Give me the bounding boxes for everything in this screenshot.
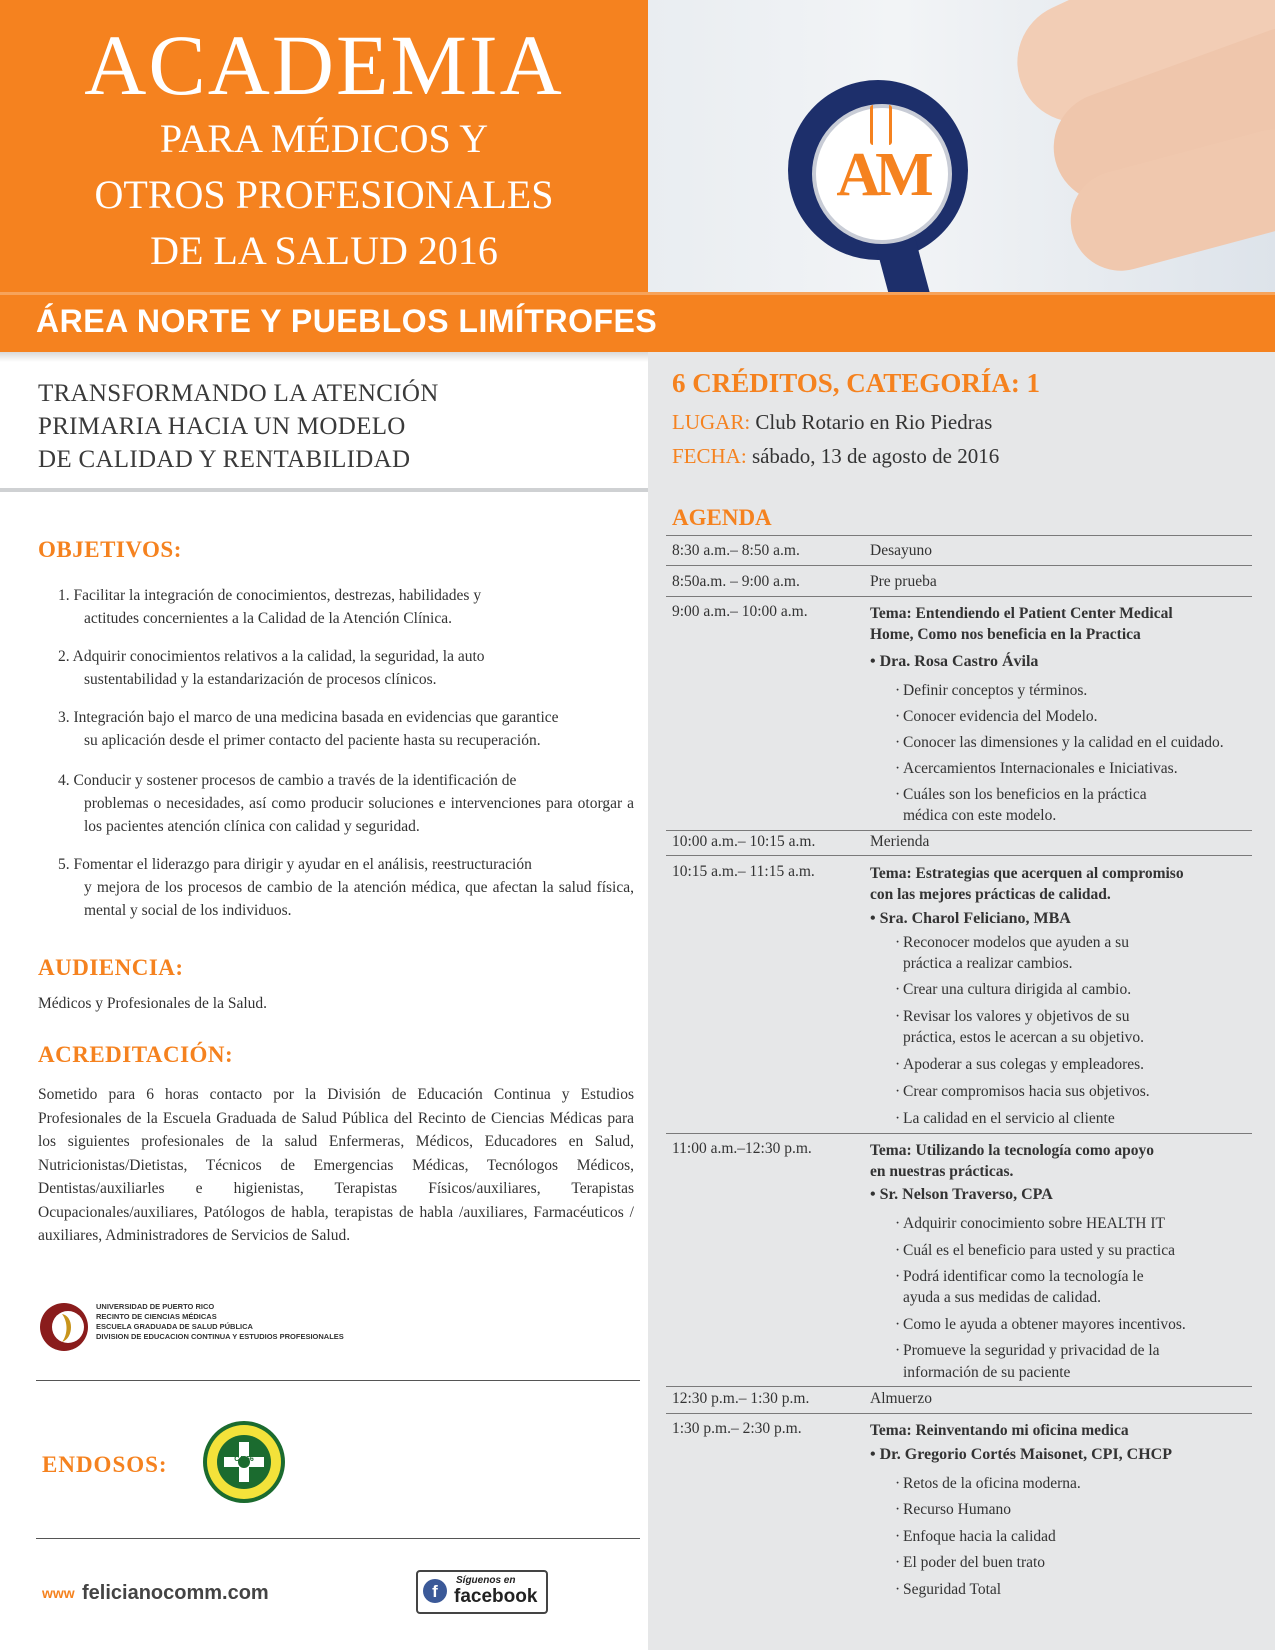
objetivo-item: [58, 584, 634, 630]
area-title: ÁREA NORTE Y PUEBLOS LIMÍTROFES: [36, 303, 658, 339]
upr-line-3: ESCUELA GRADUADA DE SALUD PÚBLICA: [96, 1322, 253, 1331]
agenda-point: · Conocer evidencia del Modelo.: [895, 708, 1098, 725]
band-highlight: [0, 292, 1275, 295]
upr-line-4: DIVISION DE EDUCACION CONTINUA Y ESTUDIOS PROFESIONALES: [96, 1332, 344, 1341]
subtitle-line-2: OTROS PROFESIONALES: [94, 172, 554, 217]
agenda-point: · La calidad en el servicio al cliente: [895, 1110, 1115, 1127]
upr-text: [96, 1302, 344, 1342]
page-title: ACADEMIA: [84, 17, 564, 113]
objetivo-item: [58, 706, 634, 752]
objetivo-4-first: 4. Conducir y sostener procesos de cambio a través de la identificación de: [58, 772, 517, 789]
facebook-button[interactable]: [416, 1570, 548, 1614]
agenda-topic: [870, 863, 1184, 905]
website-link[interactable]: felicianocomm.com: [82, 1582, 269, 1604]
tagline-line-3: DE CALIDAD Y RENTABILIDAD: [38, 446, 411, 473]
objetivo-item: [58, 645, 634, 691]
divider: [36, 1380, 640, 1381]
agenda-time: 8:30 a.m.– 8:50 a.m.: [672, 542, 800, 559]
agenda-point: · Conocer las dimensiones y la calidad en el cuidado.: [895, 734, 1224, 751]
agenda-activity: Merienda: [870, 833, 930, 850]
agenda-point: · El poder del buen trato: [895, 1554, 1046, 1571]
lugar-label: LUGAR:: [672, 410, 751, 434]
objetivo-1-rest: actitudes concernientes a la Calidad de la Atención Clínica.: [84, 610, 452, 627]
agenda-point: práctica, estos le acercan a su objetivo.: [903, 1029, 1144, 1046]
topic-line: Home, Como nos beneficia en la Practica: [870, 626, 1141, 643]
agenda-point: · Revisar los valores y objetivos de su: [895, 1008, 1130, 1025]
agenda-point: · Cuáles son los beneficios en la práctica: [895, 786, 1147, 803]
agenda-time: 10:00 a.m.– 10:15 a.m.: [672, 833, 816, 850]
agenda-time: 1:30 p.m.– 2:30 p.m.: [672, 1420, 802, 1437]
agenda-point: · Podrá identificar como la tecnología le: [895, 1268, 1144, 1285]
agenda-speaker: • Sr. Nelson Traverso, CPA: [870, 1186, 1053, 1203]
upr-line-1: UNIVERSIDAD DE PUERTO RICO: [96, 1302, 215, 1311]
agenda-activity: Almuerzo: [870, 1390, 932, 1407]
agenda-point: · Acercamientos Internacionales e Iniciativas.: [895, 760, 1178, 777]
tagline-line-1: TRANSFORMANDO LA ATENCIÓN: [38, 380, 439, 407]
agenda-topic: [870, 1140, 1154, 1182]
topic-line: Tema: Reinventando mi oficina medica: [870, 1422, 1129, 1439]
objetivo-1-first: 1. Facilitar la integración de conocimientos, destrezas, habilidades y: [58, 587, 482, 604]
www-icon: www: [42, 1585, 75, 1601]
agenda-point: información de su paciente: [903, 1364, 1071, 1381]
objetivo-2-first: 2. Adquirir conocimientos relativos a la calidad, la seguridad, la auto: [58, 648, 485, 665]
tagline-line-2: PRIMARIA HACIA UN MODELO: [38, 413, 406, 440]
objetivo-4-rest: problemas o necesidades, así como producir soluciones e intervenciones para otorgar a los pacientes atención clínica con calidad y seguridad.: [84, 795, 634, 835]
agenda-point: · Reconocer modelos que ayuden a su: [895, 934, 1129, 951]
agenda-point: · Apoderar a sus colegas y empleadores.: [895, 1056, 1145, 1073]
upr-logo-icon: [38, 1300, 90, 1354]
agenda-topic: [870, 603, 1173, 645]
endosos-heading: ENDOSOS:: [42, 1452, 168, 1477]
objetivo-3-first: 3. Integración bajo el marco de una medicina basada en evidencias que garantice: [58, 709, 559, 726]
agenda-point: · Retos de la oficina moderna.: [895, 1475, 1081, 1492]
agenda-point: · Como le ayuda a obtener mayores incentivos.: [895, 1316, 1186, 1333]
agenda-topic: [870, 1420, 1129, 1441]
agenda-divider: [666, 830, 1252, 831]
agenda-point: médica con este modelo.: [903, 807, 1057, 824]
objetivo-item: [58, 769, 634, 838]
am-logo: AM: [836, 141, 928, 209]
agenda-time: 12:30 p.m.– 1:30 p.m.: [672, 1390, 810, 1407]
agenda-heading: AGENDA: [672, 505, 772, 530]
agenda-point: · Enfoque hacia la calidad: [895, 1528, 1056, 1545]
agenda-divider: [666, 1386, 1252, 1387]
topic-line: con las mejores prácticas de calidad.: [870, 886, 1111, 903]
agenda-speaker: • Sra. Charol Feliciano, MBA: [870, 910, 1071, 927]
agenda-divider: [666, 596, 1252, 597]
agenda-point: · Adquirir conocimiento sobre HEALTH IT: [895, 1215, 1166, 1232]
band-shadow: [0, 352, 648, 362]
caduceus-icon: [870, 105, 892, 145]
agenda-speaker: • Dr. Gregorio Cortés Maisonet, CPI, CHCP: [870, 1446, 1172, 1463]
tagline-divider: [0, 488, 648, 492]
agenda-point: ayuda a sus medidas de calidad.: [903, 1289, 1101, 1306]
agenda-divider: [666, 855, 1252, 856]
agenda-point: · Crear una cultura dirigida al cambio.: [895, 981, 1132, 998]
facebook-icon: f: [423, 1579, 447, 1603]
subtitle-line-3: DE LA SALUD 2016: [150, 228, 498, 273]
agenda-point: · Recurso Humano: [895, 1501, 1012, 1518]
seal-text: CA 66: [234, 1456, 254, 1463]
agenda-point: práctica a realizar cambios.: [903, 955, 1073, 972]
objetivo-2-rest: sustentabilidad y la estandarización de procesos clínicos.: [84, 671, 437, 688]
agenda-point: · Definir conceptos y términos.: [895, 682, 1088, 699]
objetivos-heading: OBJETIVOS:: [38, 537, 182, 562]
agenda-time: 10:15 a.m.– 11:15 a.m.: [672, 863, 815, 880]
fecha-label: FECHA:: [672, 444, 747, 468]
acreditacion-text: Sometido para 6 horas contacto por la División de Educación Continua y Estudios Profesionales de la Escuela Graduada de Salud Pública del Recinto de Ciencias Médicas para los siguientes profesionales de la salud Enfermeras, Médicos, Educadores en Salud, Nutricionistas/Dietistas, Técnicos de Emergencias Médicas, Tecnólogos Médicos, Dentistas/auxiliarles e higienistas, Terapistas Físicos/auxiliares, Terapistas Ocupacionales/auxiliares, Patólogos de habla, terapistas de habla /auxiliares, Farmacéuticos / auxiliares, Administradores de Servicios de Salud.: [38, 1086, 634, 1244]
agenda-activity: Desayuno: [870, 542, 932, 559]
topic-line: Tema: Utilizando la tecnología como apoyo: [870, 1142, 1155, 1159]
fecha-value: sábado, 13 de agosto de 2016: [751, 444, 1000, 468]
stethoscope-photo: [648, 0, 1275, 292]
fecha-line: [672, 444, 999, 469]
agenda-activity: Pre prueba: [870, 573, 937, 590]
upr-line-2: RECINTO DE CIENCIAS MÉDICAS: [96, 1312, 217, 1321]
agenda-time: 8:50a.m. – 9:00 a.m.: [672, 573, 800, 590]
agenda-speaker: • Dra. Rosa Castro Ávila: [870, 653, 1039, 670]
agenda-divider: [666, 1413, 1252, 1414]
agenda-divider: [666, 535, 1252, 536]
agenda-time: 11:00 a.m.–12:30 p.m.: [672, 1140, 812, 1157]
topic-line: Tema: Estrategias que acerquen al compromiso: [870, 865, 1184, 882]
facebook-small-text: Síguenos en: [456, 1575, 516, 1586]
tagline: [38, 377, 439, 476]
objetivo-5-rest: y mejora de los procesos de cambio de la atención médica, que afectan la salud física, mental y social de los individuos.: [84, 879, 634, 919]
topic-line: Tema: Entendiendo el Patient Center Medical: [870, 605, 1173, 622]
lugar-line: [672, 410, 992, 435]
objetivo-5-first: 5. Fomentar el liderazgo para dirigir y ayudar en el análisis, reestructuración: [58, 856, 532, 873]
agenda-point: · Crear compromisos hacia sus objetivos.: [895, 1083, 1150, 1100]
agenda-point: · Seguridad Total: [895, 1581, 1002, 1598]
facebook-text: facebook: [454, 1586, 538, 1607]
agenda-point: · Cuál es el beneficio para usted y su practica: [895, 1242, 1175, 1259]
credits: 6 CRÉDITOS, CATEGORÍA: 1: [672, 368, 1041, 398]
audiencia-heading: AUDIENCIA:: [38, 955, 184, 980]
subtitle-line-1: PARA MÉDICOS Y: [159, 116, 489, 161]
agenda-time: 9:00 a.m.– 10:00 a.m.: [672, 603, 808, 620]
divider: [36, 1538, 640, 1539]
agenda-divider: [666, 565, 1252, 566]
topic-line: en nuestras prácticas.: [870, 1163, 1014, 1180]
objetivo-3-rest: su aplicación desde el primer contacto del paciente hasta su recuperación.: [84, 732, 541, 749]
lugar-value: Club Rotario en Rio Piedras: [755, 410, 993, 434]
acreditacion-heading: ACREDITACIÓN:: [38, 1042, 234, 1067]
objetivo-item: [58, 853, 634, 922]
agenda-divider: [666, 1133, 1252, 1134]
audiencia-text: Médicos y Profesionales de la Salud.: [38, 995, 268, 1012]
agenda-point: · Promueve la seguridad y privacidad de la: [895, 1342, 1160, 1359]
